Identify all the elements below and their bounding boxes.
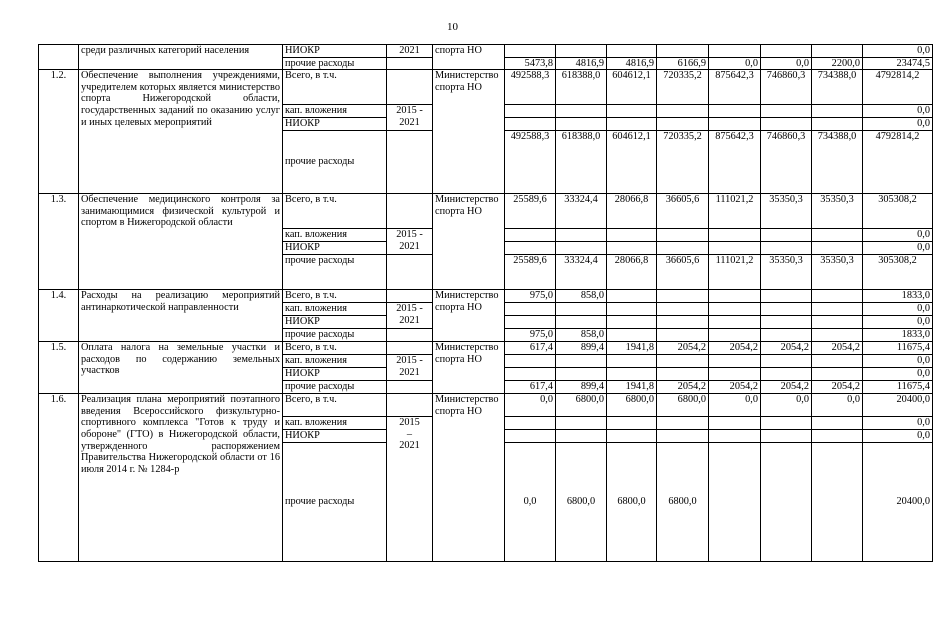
expense-type-cell: прочие расходы	[283, 443, 387, 562]
value-cell	[709, 303, 761, 316]
value-cell	[761, 105, 812, 118]
expense-type-cell: кап. вложения	[283, 105, 387, 118]
value-cell: 1941,8	[607, 381, 657, 394]
value-cell: 858,0	[556, 329, 607, 342]
value-cell: 899,4	[556, 381, 607, 394]
value-cell: 4816,9	[607, 57, 657, 70]
value-text: 618388,0	[561, 70, 601, 82]
expense-type-cell: кап. вложения	[283, 355, 387, 368]
value-cell	[556, 118, 607, 131]
value-cell: 0,0	[863, 303, 933, 316]
value-text: 734388,0	[817, 70, 857, 82]
value-cell	[556, 242, 607, 255]
value-cell	[709, 417, 761, 430]
executor-cell: спорта НО	[433, 45, 505, 70]
value-cell: 33324,4	[556, 255, 607, 290]
expense-type-cell: прочие расходы	[283, 255, 387, 290]
value-text: 746860,3	[766, 70, 806, 82]
value-cell: 5473,8	[505, 57, 556, 70]
value-text: 492588,3	[510, 131, 550, 143]
value-text: 305308,2	[878, 255, 917, 267]
value-cell	[812, 329, 863, 342]
value-cell: 858,0	[556, 290, 607, 303]
value-cell	[657, 131, 709, 194]
value-cell	[607, 290, 657, 303]
value-cell: 28066,8	[607, 194, 657, 229]
row-number-cell: 1.4.	[39, 290, 79, 342]
value-cell: 0,0	[863, 417, 933, 430]
expense-type-cell: Всего, в т.ч.	[283, 290, 387, 303]
value-cell	[607, 316, 657, 329]
table-row	[39, 45, 933, 58]
value-cell	[657, 368, 709, 381]
value-cell	[812, 290, 863, 303]
value-cell: 1833,0	[863, 290, 933, 303]
value-cell	[761, 316, 812, 329]
executor-cell: Министерство спорта НО	[433, 394, 505, 562]
value-cell	[709, 229, 761, 242]
value-cell: 0,0	[863, 45, 933, 58]
value-cell	[812, 118, 863, 131]
description-cell: Оплата налога на земельные участки и расходов по содержанию земельных участков	[79, 342, 283, 394]
value-text: 492588,3	[510, 70, 550, 82]
value-cell: 2054,2	[657, 381, 709, 394]
value-cell	[709, 194, 761, 229]
table-row	[39, 194, 933, 229]
value-cell	[812, 355, 863, 368]
value-cell: 35350,3	[812, 194, 863, 229]
table-row	[39, 70, 933, 105]
executor-cell: Министерство спорта НО	[433, 290, 505, 342]
value-cell: 20400,0	[863, 394, 933, 417]
value-cell	[505, 70, 556, 105]
description-cell: Обеспечение выполнения учреждениями, учредителем которых является министерство спорта Нижегородской области, государственных заданий по оказанию услуг и иных целевых мероприятий	[79, 70, 283, 194]
value-cell	[812, 70, 863, 105]
value-text: 618388,0	[561, 131, 601, 143]
value-cell: 2054,2	[812, 342, 863, 355]
value-cell: 2054,2	[709, 381, 761, 394]
value-cell	[607, 105, 657, 118]
expense-type-cell: НИОКР	[283, 45, 387, 58]
value-cell	[863, 70, 933, 105]
value-cell	[709, 355, 761, 368]
value-text: 875642,3	[715, 70, 754, 82]
value-cell	[812, 303, 863, 316]
row-number-cell	[39, 45, 79, 70]
row-number-cell: 1.3.	[39, 194, 79, 290]
value-cell: 0,0	[863, 430, 933, 443]
value-cell	[863, 194, 933, 229]
value-cell	[812, 229, 863, 242]
description-cell: Расходы на реализацию мероприятий антинаркотической направленности	[79, 290, 283, 342]
value-cell	[505, 368, 556, 381]
value-cell	[709, 45, 761, 58]
value-cell	[812, 105, 863, 118]
value-cell	[556, 417, 607, 430]
value-cell: 35350,3	[761, 194, 812, 229]
value-cell	[505, 229, 556, 242]
value-cell	[761, 242, 812, 255]
row-number-cell: 1.2.	[39, 70, 79, 194]
expense-type-cell: прочие расходы	[283, 381, 387, 394]
value-cell: 0,0	[761, 394, 812, 417]
value-cell	[812, 430, 863, 443]
value-cell	[761, 430, 812, 443]
value-cell: 23474,5	[863, 57, 933, 70]
value-cell: 2054,2	[761, 342, 812, 355]
value-cell: 2054,2	[709, 342, 761, 355]
value-cell: 6800,0	[657, 394, 709, 417]
value-cell	[607, 417, 657, 430]
value-cell	[505, 45, 556, 58]
value-cell	[761, 118, 812, 131]
value-cell	[657, 118, 709, 131]
expense-type-cell: кап. вложения	[283, 229, 387, 242]
value-cell	[657, 430, 709, 443]
value-cell	[709, 290, 761, 303]
value-cell: 899,4	[556, 342, 607, 355]
value-cell	[761, 45, 812, 58]
value-cell	[607, 242, 657, 255]
value-cell	[657, 105, 709, 118]
value-cell	[709, 316, 761, 329]
value-cell	[556, 355, 607, 368]
value-cell	[761, 229, 812, 242]
value-cell	[607, 45, 657, 58]
value-cell	[657, 316, 709, 329]
value-cell	[812, 242, 863, 255]
value-text: 604612,1	[612, 131, 651, 143]
expense-type-cell: кап. вложения	[283, 303, 387, 316]
value-cell: 0,0	[863, 105, 933, 118]
value-cell	[657, 303, 709, 316]
value-cell: 0,0	[863, 368, 933, 381]
value-cell	[709, 368, 761, 381]
value-cell	[812, 45, 863, 58]
value-cell	[761, 355, 812, 368]
value-cell	[761, 417, 812, 430]
value-cell: 0,0	[761, 57, 812, 70]
value-cell	[761, 290, 812, 303]
value-cell: 6166,9	[657, 57, 709, 70]
description-cell: Реализация плана мероприятий поэтапного введения Всероссийского физкультурно-спортивного комплекса "Готов к труду и обороне" (ГТО) в Нижегородской области, утвержденного распоряжением Правительства Нижегородской области от 16 июля 2014 г. № 1284-р	[79, 394, 283, 562]
value-cell: 6800,0	[607, 394, 657, 417]
value-cell: 1941,8	[607, 342, 657, 355]
value-cell	[505, 430, 556, 443]
value-cell: 6800,0	[657, 443, 709, 562]
value-cell	[556, 105, 607, 118]
value-cell	[709, 131, 761, 194]
value-cell	[657, 417, 709, 430]
value-cell: 1833,0	[863, 329, 933, 342]
value-cell	[709, 430, 761, 443]
value-cell: 36605,6	[657, 255, 709, 290]
period-part: –	[406, 428, 413, 440]
expense-type-cell: НИОКР	[283, 242, 387, 255]
value-cell: 0,0	[709, 57, 761, 70]
value-text: 720335,2	[663, 70, 702, 82]
value-text: 746860,3	[766, 131, 806, 143]
value-cell: 0,0	[863, 316, 933, 329]
value-cell	[607, 368, 657, 381]
period-cell: 2015 - 2021	[387, 105, 433, 131]
value-cell	[709, 105, 761, 118]
value-cell	[607, 118, 657, 131]
value-text: 604612,1	[612, 70, 651, 82]
value-cell: 6800,0	[556, 394, 607, 417]
period-cell: 2015 - 2021	[387, 355, 433, 381]
value-cell	[812, 131, 863, 194]
table-row	[39, 342, 933, 355]
row-number-cell: 1.5.	[39, 342, 79, 394]
value-cell: 6800,0	[556, 443, 607, 562]
value-cell: 33324,4	[556, 194, 607, 229]
value-cell	[657, 355, 709, 368]
table-row	[39, 290, 933, 303]
value-text: 305308,2	[878, 194, 917, 206]
value-cell	[607, 329, 657, 342]
value-cell	[863, 131, 933, 194]
value-cell	[607, 70, 657, 105]
expense-type-cell: Всего, в т.ч.	[283, 70, 387, 105]
period-cell: 2021	[387, 45, 433, 58]
value-cell	[812, 443, 863, 562]
table-row	[39, 394, 933, 417]
value-text: 720335,2	[663, 131, 702, 143]
value-cell	[607, 131, 657, 194]
description-cell: среди различных категорий населения	[79, 45, 283, 70]
value-cell	[709, 118, 761, 131]
value-cell	[812, 417, 863, 430]
value-cell: 28066,8	[607, 255, 657, 290]
value-cell	[505, 316, 556, 329]
value-cell	[812, 368, 863, 381]
period-cell: 2015 - 2021	[387, 303, 433, 329]
value-cell	[761, 303, 812, 316]
expense-type-cell: Всего, в т.ч.	[283, 342, 387, 355]
value-cell: 0,0	[863, 242, 933, 255]
value-cell	[607, 229, 657, 242]
value-cell: 11675,4	[863, 342, 933, 355]
value-cell	[657, 329, 709, 342]
value-cell	[556, 316, 607, 329]
value-cell	[761, 443, 812, 562]
value-cell: 35350,3	[761, 255, 812, 290]
value-cell: 2054,2	[761, 381, 812, 394]
value-cell: 11675,4	[863, 381, 933, 394]
executor-cell: Министерство спорта НО	[433, 70, 505, 194]
expense-type-cell: НИОКР	[283, 368, 387, 381]
value-cell: 36605,6	[657, 194, 709, 229]
page-number: 10	[447, 21, 458, 33]
value-cell: 20400,0	[863, 443, 933, 562]
value-cell	[607, 303, 657, 316]
value-cell: 0,0	[863, 355, 933, 368]
value-cell	[709, 242, 761, 255]
value-cell	[556, 303, 607, 316]
period-part: 2021	[399, 440, 420, 452]
value-cell	[505, 303, 556, 316]
value-cell: 0,0	[505, 443, 556, 562]
value-cell: 0,0	[505, 394, 556, 417]
value-cell	[657, 70, 709, 105]
row-number-cell: 1.6.	[39, 394, 79, 562]
value-cell	[709, 255, 761, 290]
value-text: 111021,2	[715, 255, 754, 267]
value-cell	[709, 443, 761, 562]
value-cell: 6800,0	[607, 443, 657, 562]
value-cell: 0,0	[812, 394, 863, 417]
value-cell: 2054,2	[812, 381, 863, 394]
value-cell	[709, 329, 761, 342]
period-part: 2015	[399, 417, 420, 429]
expense-type-cell: прочие расходы	[283, 57, 387, 70]
value-cell	[556, 131, 607, 194]
period-cell	[387, 417, 433, 562]
expense-type-cell: НИОКР	[283, 430, 387, 443]
value-cell: 975,0	[505, 290, 556, 303]
value-cell	[761, 70, 812, 105]
value-cell	[505, 417, 556, 430]
value-cell: 617,4	[505, 342, 556, 355]
value-cell: 2200,0	[812, 57, 863, 70]
expense-type-cell: прочие расходы	[283, 329, 387, 342]
value-cell: 4816,9	[556, 57, 607, 70]
value-cell: 25589,6	[505, 255, 556, 290]
executor-cell: Министерство спорта НО	[433, 194, 505, 290]
value-text: 4792814,2	[875, 131, 920, 143]
value-cell: 35350,3	[812, 255, 863, 290]
value-cell: 617,4	[505, 381, 556, 394]
value-cell: 2054,2	[657, 342, 709, 355]
value-text: 4792814,2	[875, 70, 920, 82]
expense-type-cell: прочие расходы	[283, 131, 387, 194]
value-cell	[556, 430, 607, 443]
expense-type-cell: кап. вложения	[283, 417, 387, 430]
description-cell: Обеспечение медицинского контроля за занимающимися физической культурой и спортом в Нижегородской области	[79, 194, 283, 290]
value-cell	[709, 70, 761, 105]
value-cell	[505, 118, 556, 131]
value-cell: 0,0	[863, 229, 933, 242]
value-cell	[556, 229, 607, 242]
period-cell: 2015 - 2021	[387, 229, 433, 255]
value-cell	[863, 255, 933, 290]
value-cell	[505, 355, 556, 368]
value-cell	[607, 430, 657, 443]
value-cell	[657, 45, 709, 58]
value-cell	[505, 131, 556, 194]
expense-type-cell: Всего, в т.ч.	[283, 394, 387, 417]
expense-type-cell: НИОКР	[283, 316, 387, 329]
value-cell: 0,0	[863, 118, 933, 131]
value-cell	[657, 242, 709, 255]
value-cell	[556, 45, 607, 58]
value-cell	[761, 368, 812, 381]
budget-table	[38, 44, 933, 562]
period-cell	[387, 57, 433, 70]
value-cell: 975,0	[505, 329, 556, 342]
value-text: 875642,3	[715, 131, 754, 143]
table-body	[39, 45, 933, 562]
value-cell	[761, 329, 812, 342]
value-cell	[657, 229, 709, 242]
value-cell: 0,0	[709, 394, 761, 417]
value-text: 111021,2	[715, 194, 754, 206]
executor-cell: Министерство спорта НО	[433, 342, 505, 394]
value-cell	[556, 70, 607, 105]
expense-type-cell: Всего, в т.ч.	[283, 194, 387, 229]
value-text: 734388,0	[817, 131, 857, 143]
value-cell	[607, 355, 657, 368]
value-cell	[556, 368, 607, 381]
value-cell	[505, 242, 556, 255]
value-cell	[505, 105, 556, 118]
value-cell	[657, 290, 709, 303]
expense-type-cell: НИОКР	[283, 118, 387, 131]
value-cell	[761, 131, 812, 194]
value-cell	[812, 316, 863, 329]
value-cell: 25589,6	[505, 194, 556, 229]
